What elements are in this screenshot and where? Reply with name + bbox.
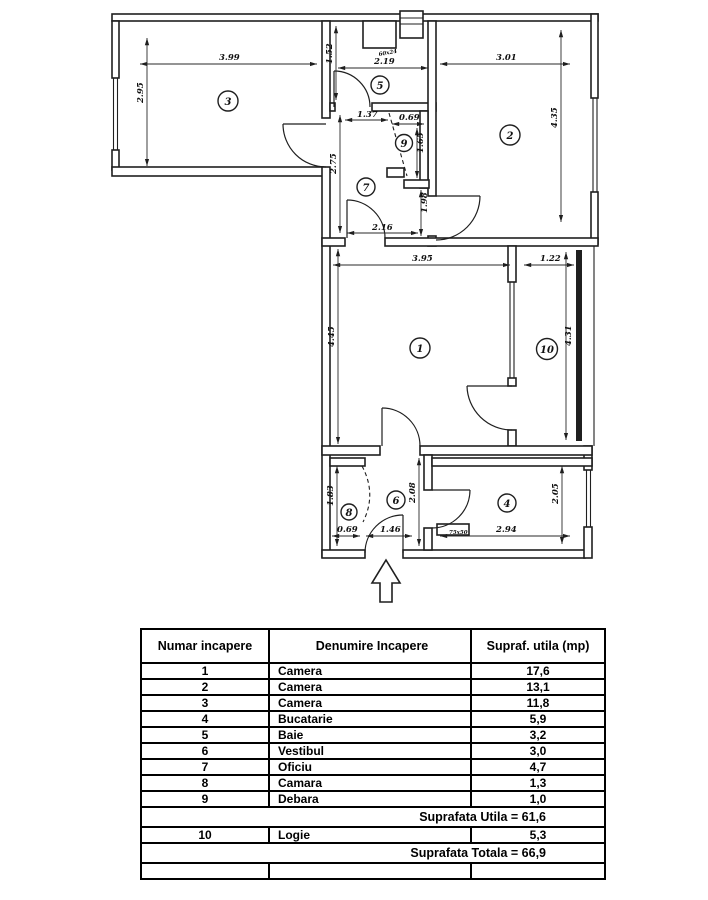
cell-num: 9 <box>141 791 269 807</box>
room-circle-7 <box>357 178 375 196</box>
dim-room10-height: 4.31 <box>564 325 574 346</box>
cell-num: 6 <box>141 743 269 759</box>
svg-text:1: 1 <box>416 344 424 355</box>
cell-area: 11,8 <box>471 695 605 711</box>
cell-num: 1 <box>141 663 269 679</box>
table-row <box>141 743 605 759</box>
cell-name: Camera <box>269 679 471 695</box>
subtotal-row <box>141 807 605 827</box>
cell-area: 13,1 <box>471 679 605 695</box>
dim-room10-width: 1.22 <box>540 254 561 264</box>
cell-area: 1,3 <box>471 775 605 791</box>
table-header-row <box>141 629 605 663</box>
table-row <box>141 663 605 679</box>
room-circle-8 <box>341 504 357 520</box>
partial-row <box>141 863 605 879</box>
entrance-arrow <box>372 560 400 602</box>
dim-room9-height: 1.65 <box>416 132 426 153</box>
table-row <box>141 695 605 711</box>
table-row <box>141 759 605 775</box>
dimension-lines <box>140 26 574 546</box>
dim-room1-width: 3.95 <box>412 254 433 264</box>
subtotal-label: Suprafata Utila = 61,6 <box>141 807 605 827</box>
cell-area: 5,9 <box>471 711 605 727</box>
total-label: Suprafata Totala = 66,9 <box>141 843 605 863</box>
cell-num: 4 <box>141 711 269 727</box>
dim-wall9-height: 1.98 <box>420 192 430 213</box>
cell-area: 3,2 <box>471 727 605 743</box>
cell-num: 5 <box>141 727 269 743</box>
room-circle-9 <box>396 135 413 152</box>
shaft-kitchen-label: 75x50 <box>449 530 468 536</box>
cell-name: Camera <box>269 663 471 679</box>
svg-text:4: 4 <box>503 499 511 510</box>
svg-text:8: 8 <box>345 508 353 519</box>
cell-num: 10 <box>141 827 269 843</box>
svg-text:7: 7 <box>362 183 370 194</box>
room-circle-10 <box>537 339 558 360</box>
header-denumire: Denumire Incapere <box>269 629 471 663</box>
header-numar: Numar incapere <box>141 629 269 663</box>
dim-room6-height: 2.08 <box>408 482 418 503</box>
total-row <box>141 843 605 863</box>
header-suprafata: Supraf. utila (mp) <box>471 629 605 663</box>
table-row <box>141 679 605 695</box>
cell-name: Debara <box>269 791 471 807</box>
dim-room2-width: 3.01 <box>496 53 517 63</box>
walls <box>112 14 598 558</box>
cell-area: 4,7 <box>471 759 605 775</box>
cell-name: Logie <box>269 827 471 843</box>
cell-num: 3 <box>141 695 269 711</box>
svg-text:10: 10 <box>540 345 554 356</box>
dim-room4-width: 2.94 <box>496 525 517 535</box>
dim-room5-height: 1.52 <box>325 43 335 64</box>
table-row <box>141 791 605 807</box>
room-circle-5 <box>371 76 389 94</box>
room-circle-4 <box>498 494 516 512</box>
dim-room4-height: 2.05 <box>551 483 561 504</box>
svg-text:2: 2 <box>506 131 514 142</box>
room8-folding-door <box>362 466 370 522</box>
areas-table <box>140 628 606 880</box>
bath-vent-shaft <box>363 21 396 48</box>
cell-name: Oficiu <box>269 759 471 775</box>
cell-area: 1,0 <box>471 791 605 807</box>
svg-text:5: 5 <box>376 81 384 92</box>
dim-room3-height: 2.95 <box>136 82 146 103</box>
loggia-row <box>141 827 605 843</box>
svg-text:3: 3 <box>224 97 232 108</box>
table-row <box>141 711 605 727</box>
dim-room7-bottom: 2.16 <box>372 223 393 233</box>
cell-num: 7 <box>141 759 269 775</box>
dim-room8-width: 0.69 <box>337 525 358 535</box>
cell-area: 5,3 <box>471 827 605 843</box>
cell-num: 8 <box>141 775 269 791</box>
room-circle-2 <box>500 125 520 145</box>
dim-room3-width: 3.99 <box>219 53 240 63</box>
table-row <box>141 727 605 743</box>
dim-room2-height: 4.35 <box>550 107 560 128</box>
dim-room7-height: 2.75 <box>329 153 339 174</box>
shaft-top-label: 60x24 <box>378 48 398 58</box>
svg-text:6: 6 <box>392 496 400 507</box>
cell-name: Vestibul <box>269 743 471 759</box>
cell-name: Camara <box>269 775 471 791</box>
cell-name: Camera <box>269 695 471 711</box>
cell-area: 3,0 <box>471 743 605 759</box>
dim-room6-width: 1.46 <box>380 525 401 535</box>
cell-num: 2 <box>141 679 269 695</box>
cell-name: Baie <box>269 727 471 743</box>
room-circle-6 <box>387 491 405 509</box>
table-row <box>141 775 605 791</box>
dim-room9-width: 0.69 <box>399 113 420 123</box>
cell-name: Bucatarie <box>269 711 471 727</box>
room-circle-1 <box>410 338 430 358</box>
cell-area: 17,6 <box>471 663 605 679</box>
loggia-railing <box>576 250 582 441</box>
dim-room1-height: 4.45 <box>327 326 337 347</box>
room-circle-3 <box>218 91 238 111</box>
svg-text:9: 9 <box>400 139 408 150</box>
dim-room8-height: 1.83 <box>326 485 336 506</box>
dim-room7-width: 1.37 <box>357 110 378 120</box>
dim-room5-width: 2.19 <box>374 57 395 67</box>
